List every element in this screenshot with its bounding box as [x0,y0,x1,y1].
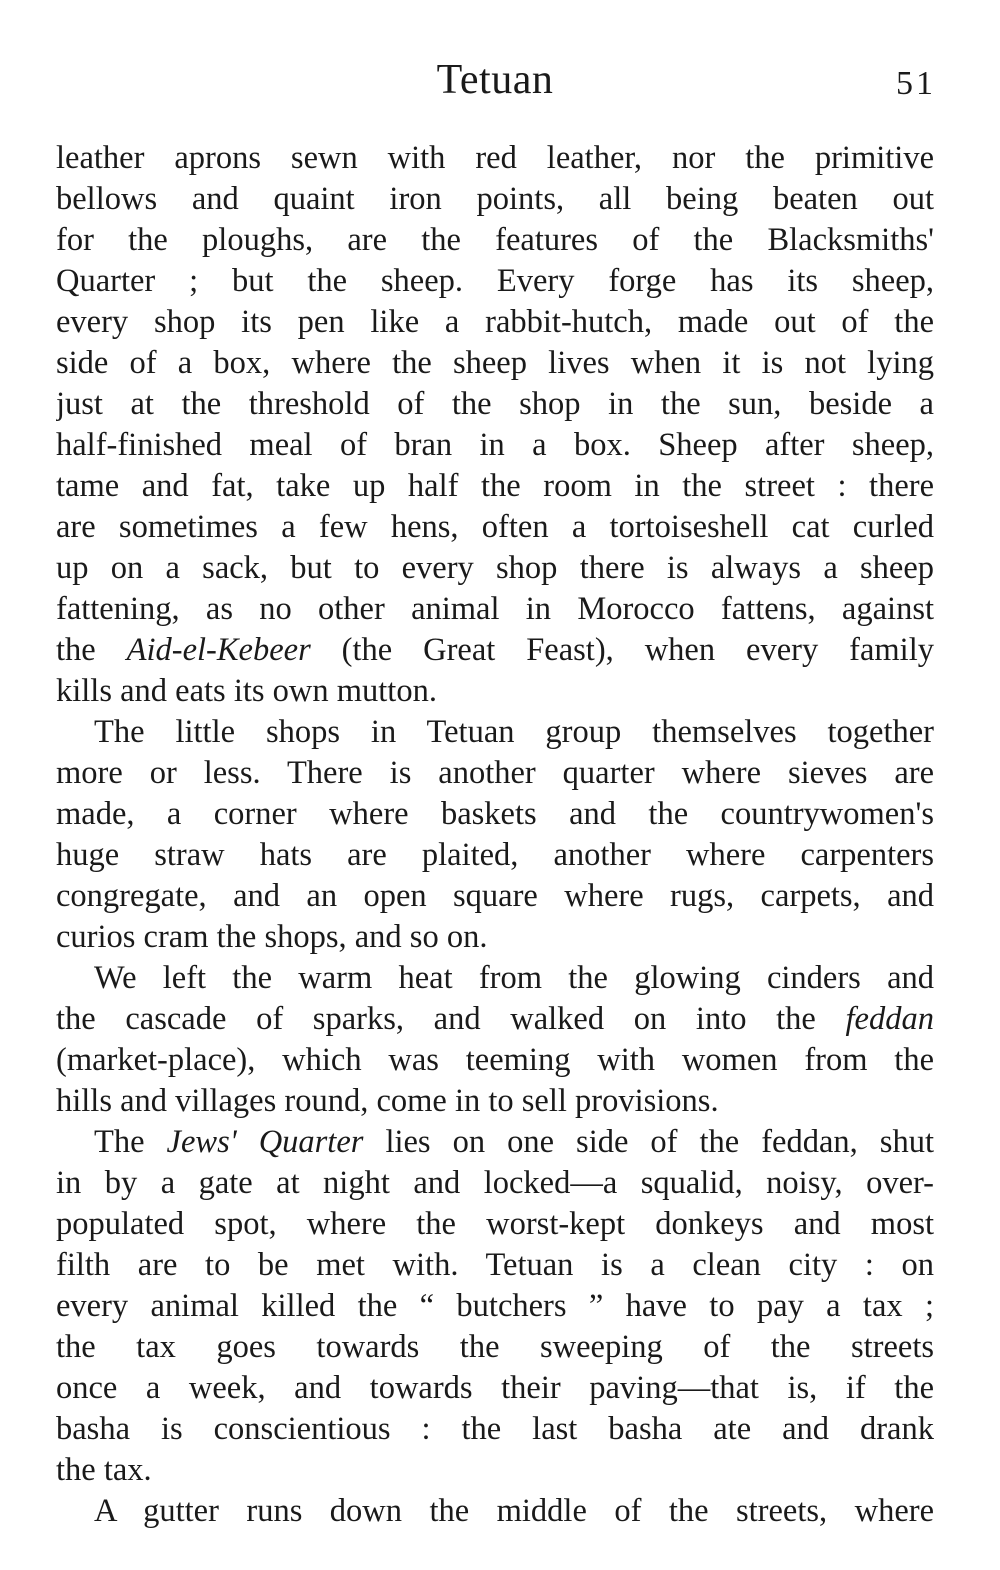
text-line: made, a corner where baskets and the countrywomen's [56,796,934,832]
text-line: the cascade of sparks, and walked on into the feddan [56,1001,934,1037]
text-line: are sometimes a few hens, often a tortoiseshell cat curled [56,509,934,545]
text-line: more or less. There is another quarter where sieves are [56,755,934,791]
running-head [0,52,1000,108]
page-number: 51 [896,65,936,102]
paragraph-start: A gutter runs down the middle of the streets, where [94,1493,934,1529]
text-line: filth are to be met with. Tetuan is a clean city : on [56,1247,934,1283]
text-line: up on a sack, but to every shop there is always a sheep [56,550,934,586]
text-line: curios cram the shops, and so on. [56,919,488,955]
text-line: the tax goes towards the sweeping of the streets [56,1329,934,1365]
italic-term: feddan [845,1001,934,1037]
text-line: kills and eats its own mutton. [56,673,437,709]
text-line: once a week, and towards their paving—that is, if the [56,1370,934,1406]
text-line: (market-place), which was teeming with women from the [56,1042,934,1078]
text-line: the tax. [56,1452,152,1488]
text-line: every shop its pen like a rabbit-hutch, made out of the [56,304,934,340]
body-text [56,138,934,1532]
paragraph-start: We left the warm heat from the glowing cinders and [94,960,934,996]
text-line: fattening, as no other animal in Morocco fattens, against [56,591,934,627]
text-line: populated spot, where the worst-kept donkeys and most [56,1206,934,1242]
text-line: leather aprons sewn with red leather, nor the primitive [56,140,934,176]
text-line: Quarter ; but the sheep. Every forge has its sheep, [56,263,934,299]
text-line: basha is conscientious : the last basha ate and drank [56,1411,934,1447]
text-line: huge straw hats are plaited, another where carpenters [56,837,934,873]
text-line: for the ploughs, are the features of the Blacksmiths' [56,222,934,258]
page-title: Tetuan [436,57,554,103]
text-line: bellows and quaint iron points, all being beaten out [56,181,934,217]
text-line: half-finished meal of bran in a box. Sheep after sheep, [56,427,934,463]
paragraph-start: The little shops in Tetuan group themselves together [94,714,934,750]
italic-term: Jews' Quarter [166,1124,364,1160]
text-line: congregate, and an open square where rugs, carpets, and [56,878,934,914]
text-line: tame and fat, take up half the room in the street : there [56,468,934,504]
text-line: side of a box, where the sheep lives when it is not lying [56,345,934,381]
paragraph-start: The Jews' Quarter lies on one side of the feddan, shut [94,1124,934,1160]
text-line: every animal killed the “ butchers ” have to pay a tax ; [56,1288,934,1324]
italic-term: Aid-el-Kebeer [126,632,311,668]
text-line: hills and villages round, come in to sell provisions. [56,1083,719,1119]
text-line: in by a gate at night and locked—a squalid, noisy, over- [56,1165,934,1201]
text-line: just at the threshold of the shop in the sun, beside a [56,386,934,422]
text-line: the Aid-el-Kebeer (the Great Feast), when every family [56,632,934,668]
